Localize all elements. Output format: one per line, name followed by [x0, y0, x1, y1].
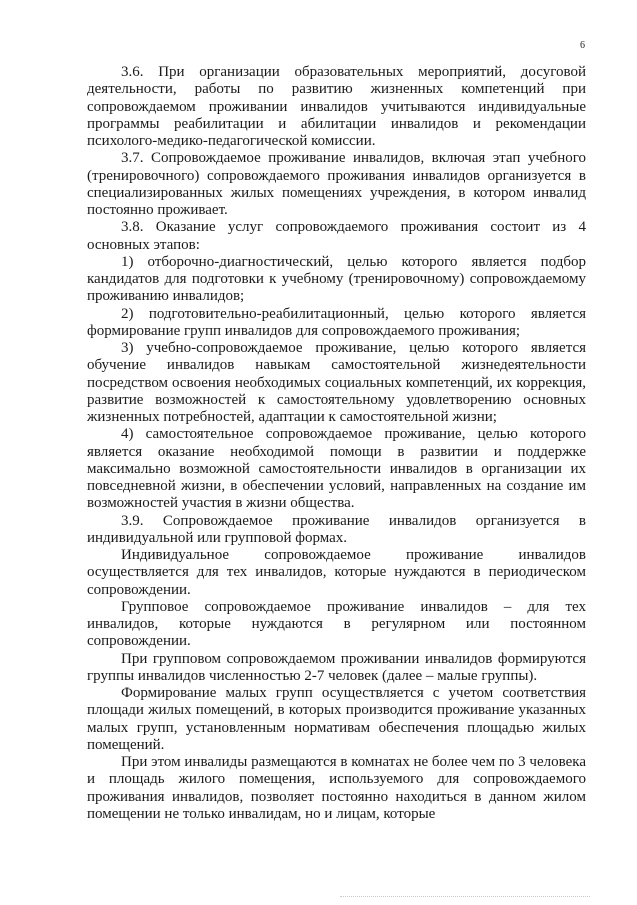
paragraph-group-form: Групповое сопровождаемое проживание инвалидов – для тех инвалидов, которые нуждаются в регулярном или постоянном сопровождении.	[87, 598, 586, 650]
stage-item-4: 4) самостоятельное сопровождаемое проживание, целью которого является оказание необходимой помощи в развитии и поддержке максимально возможной самостоятельности инвалидов в организации их повседневной жизни, в обеспечении условий, направленных на создание им возможностей участия в жизни общества.	[87, 426, 586, 512]
paragraph-small-groups: При групповом сопровождаемом проживании инвалидов формируются группы инвалидов численностью 2-7 человек (далее – малые группы).	[87, 650, 586, 684]
paragraph-room-placement: При этом инвалиды размещаются в комнатах не более чем по 3 человека и площадь жилого помещения, используемого для сопровождаемого проживания инвалидов, позволяет постоянно находиться в данном жилом помещении не только инвалидам, но и лицам, которые	[87, 754, 586, 822]
paragraph-group-formation: Формирование малых групп осуществляется с учетом соответствия площади жилых помещений, в которых производится проживание указанных малых групп, установленным нормативам обеспечения площадью жилых помещений.	[87, 685, 586, 753]
paragraph-3-8: 3.8. Оказание услуг сопровождаемого проживания состоит из 4 основных этапов:	[87, 219, 586, 253]
page-number: 6	[580, 40, 585, 51]
paragraph-3-6: 3.6. При организации образовательных мероприятий, досуговой деятельности, работы по развитию жизненных компетенций при сопровождаемом проживании инвалидов учитываются индивидуальные программы реабилитации и абилитации инвалидов и рекомендации психолого-медико-педагогической комиссии.	[87, 64, 586, 149]
scan-footer-line	[340, 896, 590, 897]
paragraph-3-7: 3.7. Сопровождаемое проживание инвалидов, включая этап учебного (тренировочного) сопровождаемого проживания инвалидов организуется в специализированных жилых помещениях учреждения, в котором инвалид постоянно проживает.	[87, 150, 586, 218]
paragraph-3-9: 3.9. Сопровождаемое проживание инвалидов организуется в индивидуальной или групповой формах.	[87, 512, 586, 546]
stage-item-2: 2) подготовительно-реабилитационный, целью которого является формирование групп инвалидов для сопровождаемого проживания;	[87, 305, 586, 339]
document-body	[87, 64, 586, 823]
paragraph-individual-form: Индивидуальное сопровождаемое проживание инвалидов осуществляется для тех инвалидов, которые нуждаются в периодическом сопровождении.	[87, 547, 586, 598]
stage-item-1: 1) отборочно-диагностический, целью которого является подбор кандидатов для подготовки к учебному (тренировочному) сопровождаемому проживанию инвалидов;	[87, 253, 586, 305]
stage-item-3: 3) учебно-сопровождаемое проживание, целью которого является обучение инвалидов навыкам самостоятельной жизнедеятельности посредством освоения необходимых социальных компетенций, их коррекция, развитие возможностей к самостоятельному удовлетворению основных жизненных потребностей, адаптации к самостоятельной жизни;	[87, 340, 586, 425]
